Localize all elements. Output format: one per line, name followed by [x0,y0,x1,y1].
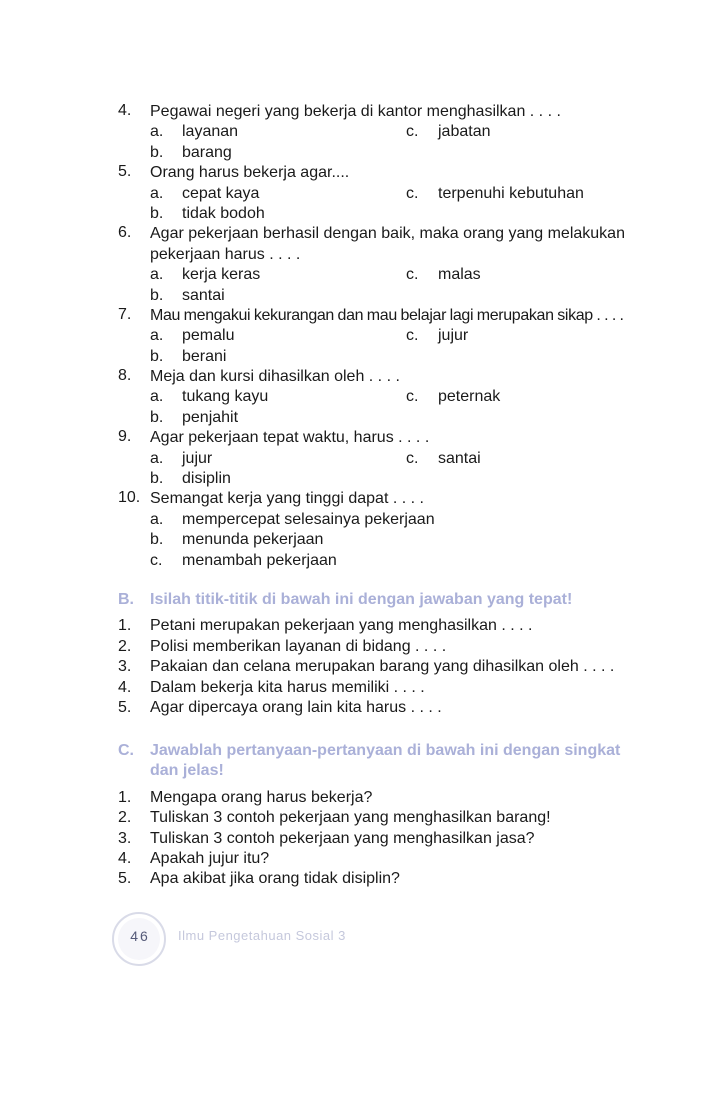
options-row-2 [150,408,648,428]
option-c: c. jujur [406,327,469,345]
section-c-list [118,788,658,890]
options-row-1 [150,122,648,142]
question-number: 10. [118,489,141,507]
list-item: 5. Apa akibat jika orang tidak disiplin? [118,870,400,888]
options-row-1 [150,326,648,346]
question-text: Mau mengakui kekurangan dan mau belajar lagi merupakan sikap . . . . [150,306,624,324]
question-number: 4. [118,102,132,119]
question-text-cont: pekerjaan harus . . . . [150,245,301,263]
question-7 [118,306,648,367]
question-4 [118,102,648,163]
question-text: Orang harus bekerja agar.... [150,164,350,182]
option-c: c. terpenuhi kebutuhan [406,184,584,202]
option-b: b. berani [150,347,227,365]
option-c: c. santai [406,449,481,467]
question-number: 5. [118,163,132,181]
options-row-2 [150,204,648,224]
multiple-choice-section [118,102,648,571]
section-instruction-cont: dan jelas! [150,762,224,780]
section-letter: B. [118,591,134,608]
option-c: c. malas [406,266,481,284]
question-text: Semangat kerja yang tinggi dapat . . . . [150,490,424,508]
options-row-1 [150,387,648,407]
option-a: a. kerja keras [150,266,261,284]
options-row-2 [150,347,648,367]
list-item: 5. Agar dipercaya orang lain kita harus . . . . [118,698,442,716]
list-item: 3. Tuliskan 3 contoh pekerjaan yang menghasilkan jasa? [118,829,535,847]
option-a: a. layanan [150,123,239,141]
section-c-heading [118,741,658,782]
option-a: a. cepat kaya [150,184,260,202]
options-row-2 [150,286,648,306]
page-footer [104,908,404,968]
options-row-2 [150,530,648,550]
list-item: 4. Apakah jujur itu? [118,849,270,867]
question-text: Agar pekerjaan berhasil dengan baik, maka orang yang melakukan [150,225,625,243]
section-b-heading [118,590,658,610]
option-b: b. penjahit [150,408,239,426]
list-item: 3. Pakaian dan celana merupakan barang yang dihasilkan oleh . . . . [118,658,615,676]
options-row-1 [150,510,648,530]
question-6 [118,224,648,306]
list-item: 4. Dalam bekerja kita harus memiliki . . . . [118,678,425,696]
list-item: 2. Polisi memberikan layanan di bidang . . . . [118,637,447,655]
options-row-3 [150,551,648,571]
option-c: c. menambah pekerjaan [150,551,337,569]
option-a: a. mempercepat selesainya pekerjaan [150,510,435,528]
question-10 [118,489,648,571]
list-item: 2. Tuliskan 3 contoh pekerjaan yang menghasilkan barang! [118,809,551,827]
option-b: b. santai [150,286,225,304]
question-number: 8. [118,367,132,385]
question-8 [118,367,648,428]
list-item: 1. Petani merupakan pekerjaan yang menghasilkan . . . . [118,617,533,635]
option-a: a. jujur [150,449,213,467]
question-text: Agar pekerjaan tepat waktu, harus . . . . [150,429,430,447]
option-c: c. peternak [406,388,501,406]
section-c [118,741,658,890]
section-b-list [118,616,658,718]
question-number: 9. [118,428,132,446]
option-a: a. pemalu [150,327,235,345]
options-row-2 [150,469,648,489]
question-text: Meja dan kursi dihasilkan oleh . . . . [150,368,400,386]
question-number: 6. [118,224,132,242]
question-9 [118,428,648,489]
options-row-1 [150,265,648,285]
option-c: c. jabatan [406,123,491,141]
section-instruction: Isilah titik-titik di bawah ini dengan jawaban yang tepat! [150,591,573,608]
footer-divider [168,926,169,952]
question-5 [118,163,648,224]
option-a: a. tukang kayu [150,388,269,406]
options-row-1 [150,449,648,469]
list-item: 1. Mengapa orang harus bekerja? [118,788,373,806]
section-instruction: Jawablah pertanyaan-pertanyaan di bawah ini dengan singkat [150,742,621,759]
option-b: b. barang [150,143,232,161]
option-b: b. menunda pekerjaan [150,531,324,549]
section-b [118,590,658,718]
question-number: 7. [118,305,132,323]
section-letter: C. [118,742,134,759]
options-row-1 [150,184,648,204]
option-b: b. tidak bodoh [150,204,265,222]
page-number: 46 [130,928,150,944]
book-title: Ilmu Pengetahuan Sosial 3 [178,928,346,943]
option-b: b. disiplin [150,470,231,488]
options-row-2 [150,143,648,163]
question-text: Pegawai negeri yang bekerja di kantor menghasilkan . . . . [150,103,561,120]
